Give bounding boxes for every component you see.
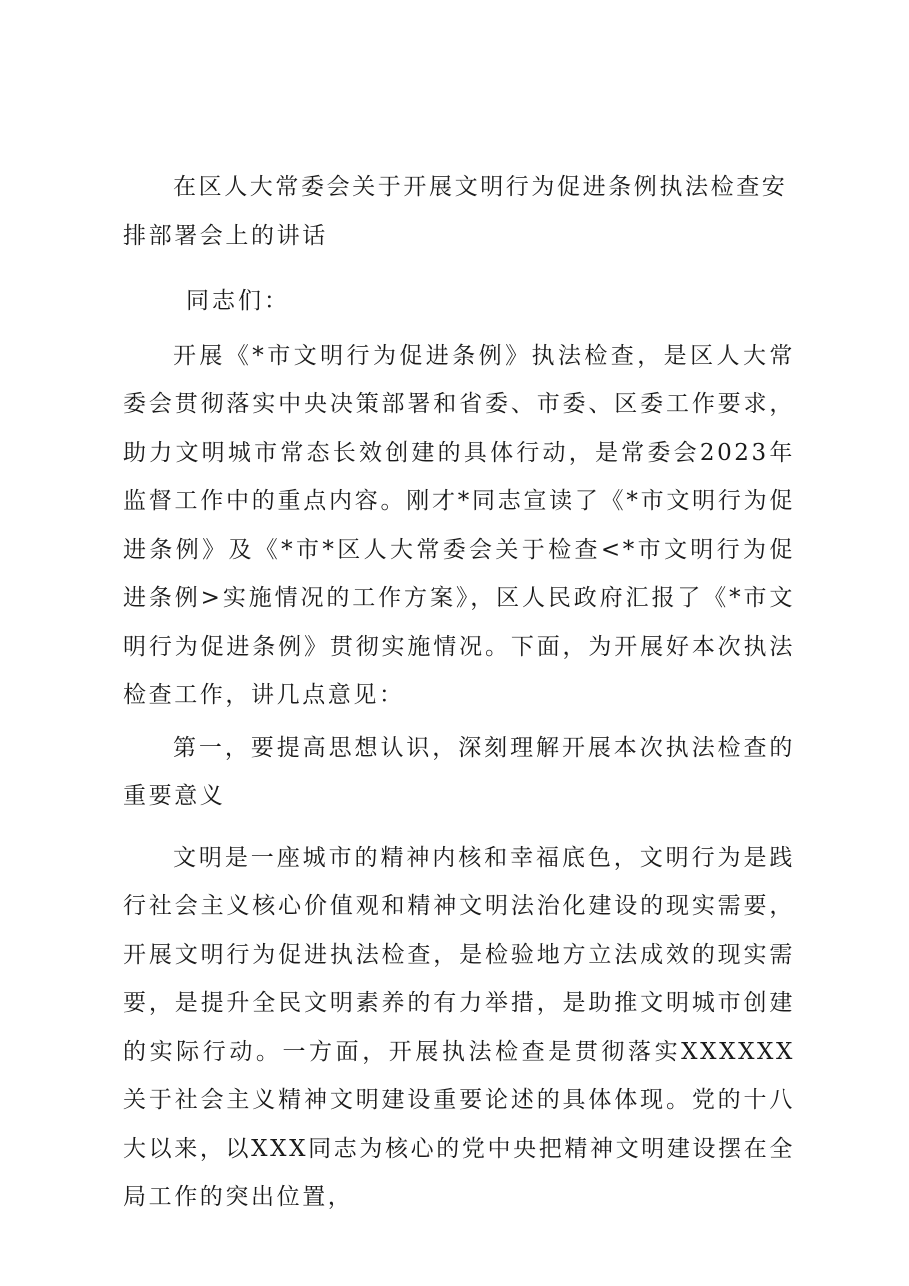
- document-title: 在区人大常委会关于开展文明行为促进条例执法检查安排部署会上的讲话: [123, 174, 788, 249]
- document-body: [123, 163, 795, 1222]
- section-heading-first: 第一，要提高思想认识，深刻理解开展本次执法检查的重要意义: [123, 734, 795, 809]
- paragraph-civilization: 文明是一座城市的精神内核和幸福底色，文明行为是践行社会主义核心价值观和精神文明法治化建设的现实需要，开展文明行为促进执法检查，是检验地方立法成效的现实需要，是提升全民文明素养的有力举措，是助推文明城市创建的实际行动。一方面，开展执法检查是贯彻落实XXXXXX关于社会主义精神文明建设重要论述的具体体现。党的十八大以来，以XXX同志为核心的党中央把精神文明建设摆在全局工作的突出位置，: [123, 844, 795, 1210]
- paragraph-intro: 开展《*市文明行为促进条例》执法检查，是区人大常委会贯彻落实中央决策部署和省委、市委、区委工作要求，助力文明城市常态长效创建的具体行动，是常委会2023年监督工作中的重点内容。刚才*同志宣读了《*市文明行为促进条例》及《*市*区人大常委会关于检查<*市文明行为促进条例>实施情况的工作方案》，区人民政府汇报了《*市文明行为促进条例》贯彻实施情况。下面，为开展好本次执法检查工作，讲几点意见：: [123, 342, 795, 708]
- salutation: 同志们：: [186, 288, 290, 314]
